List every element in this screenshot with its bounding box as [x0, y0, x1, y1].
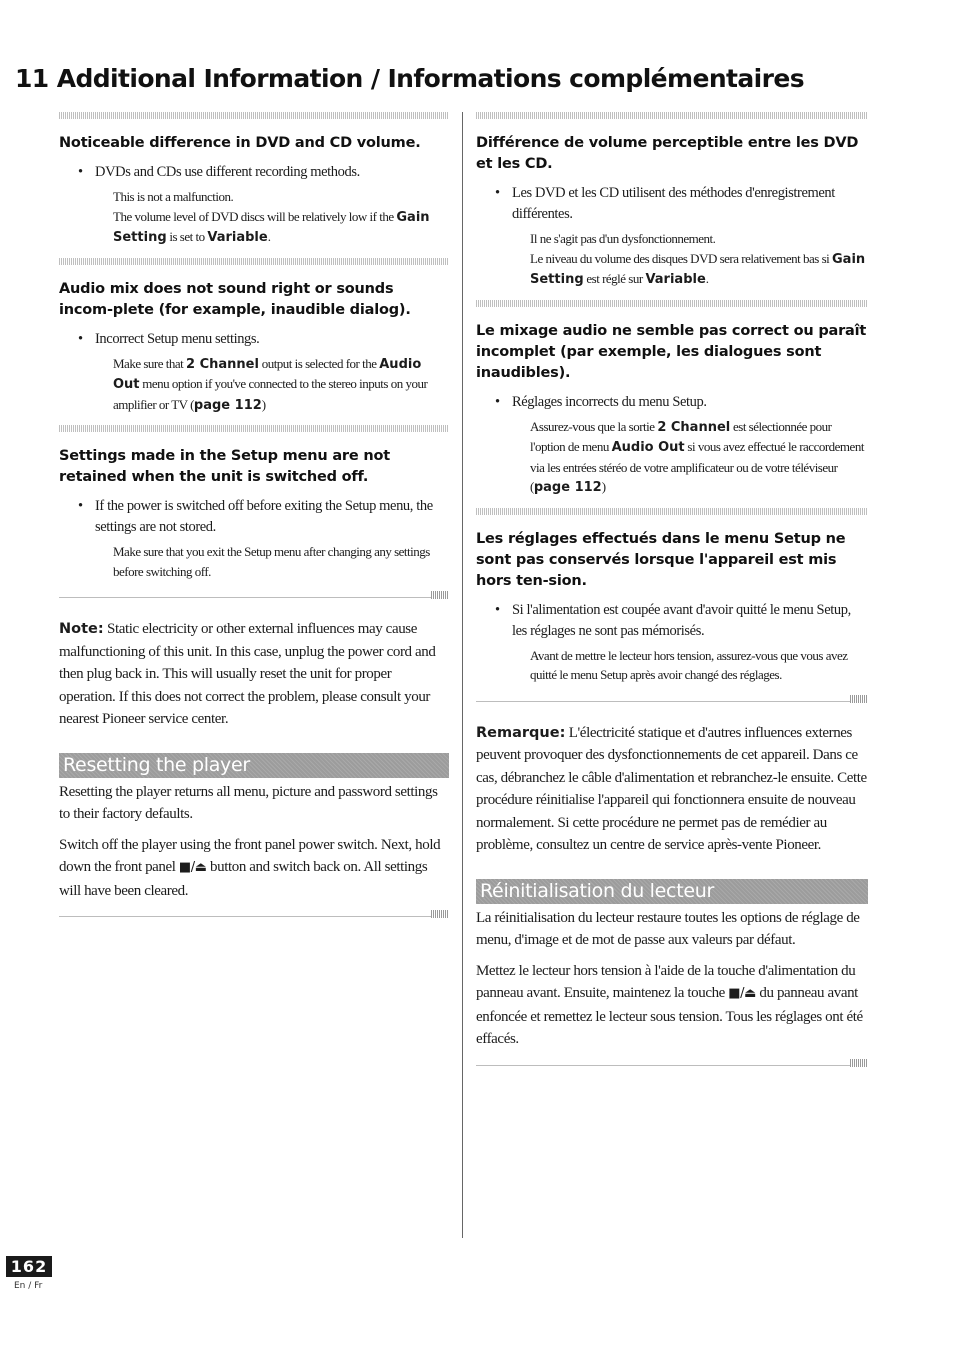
section-end-rule: [59, 591, 449, 600]
page-number: 162: [6, 1256, 52, 1277]
remedy-text: This is not a malfunction. The volume level of DVD discs will be relatively low if the Gain Setting is set to Variable.: [113, 189, 430, 245]
column-divider: [462, 112, 463, 1238]
note-paragraph: Note: Static electricity or other external influences may cause malfunctioning of this unit. In this case, unplug the power cord and then plug back in. This will usually reset the unit for proper operation. If this does not correct the problem, please consult your nearest Pioneer service center.: [59, 621, 436, 727]
remedy-text: Make sure that 2 Channel output is selected for the Audio Out menu option if you've connected to the stereo inputs on your amplifier or TV (page 112): [113, 355, 428, 413]
troubleshoot-item-volume: [59, 133, 449, 248]
troubleshoot-item-audio-mix: [59, 279, 449, 416]
section-heading: Le mixage audio ne semble pas correct ou paraît incomplet (par exemple, les dialogues sont inaudibles).: [476, 322, 867, 381]
section-heading: Différence de volume perceptible entre les DVD et les CD.: [476, 135, 859, 172]
troubleshoot-item-audio-mix: [476, 321, 868, 498]
page-title: 11 Additional Information / Informations complémentaires: [15, 64, 804, 93]
section-divider: [476, 300, 868, 307]
symptom-bullet: • Les DVD et les CD utilisent des méthodes d'enregistrement différentes.: [476, 183, 868, 225]
reset-instructions: Switch off the player using the front panel power switch. Next, hold down the front panel ■/⏏ button and switch back on. All settings will have been cleared.: [59, 836, 441, 899]
reset-instructions: Mettez le lecteur hors tension à l'aide de la touche d'alimentation du panneau avant. Ensuite, maintenez la touche ■/⏏ du panneau avant enfoncée et remettez le lecteur sous tension. Tous les réglages ont été effacés.: [476, 962, 863, 1047]
remedy-text: Assurez-vous que la sortie 2 Channel est sélectionnée pour l'option de menu Audio Out si vous avez effectué le raccordement via les entrées stéréo de votre amplificateur ou de votre téléviseur (page 112): [530, 418, 864, 495]
language-indicator: En / Fr: [14, 1281, 43, 1291]
section-end-rule: [476, 1059, 868, 1068]
symptom-bullet: • Incorrect Setup menu settings.: [59, 329, 449, 350]
remedy-text: Il ne s'agit pas d'un dysfonctionnement. Le niveau du volume des disques DVD sera relativement bas si Gain Setting est réglé sur Variable.: [530, 231, 866, 287]
reset-intro: Resetting the player returns all menu, picture and password settings to their factory defaults.: [59, 783, 438, 822]
symptom-bullet: • DVDs and CDs use different recording methods.: [59, 162, 449, 183]
troubleshoot-item-settings: [476, 529, 868, 685]
section-heading: Noticeable difference in DVD and CD volume.: [59, 135, 421, 151]
remedy-text: Avant de mettre le lecteur hors tension, assurez-vous que vous avez quitté le menu Setup après avoir changé des réglages.: [530, 647, 848, 682]
section-divider: [476, 112, 868, 119]
note-label: Note:: [59, 621, 104, 637]
symptom-bullet: • Si l'alimentation est coupée avant d'avoir quitté le menu Setup, les réglages ne sont pas mémorisés.: [476, 600, 868, 642]
troubleshoot-item-volume: [476, 133, 868, 290]
english-column: [59, 112, 449, 937]
section-end-rule: [59, 910, 449, 919]
reset-intro: La réinitialisation du lecteur restaure toutes les options de réglage de menu, d'image et de mot de passe aux valeurs par défaut.: [476, 909, 860, 948]
stop-eject-icon: ■/⏏: [178, 860, 207, 875]
note-label: Remarque:: [476, 724, 566, 741]
section-banner: Resetting the player: [59, 753, 449, 778]
remedy-text: Make sure that you exit the Setup menu after changing any settings before switching off.: [113, 544, 430, 579]
symptom-bullet: • Réglages incorrects du menu Setup.: [476, 392, 868, 413]
section-heading: Settings made in the Setup menu are not retained when the unit is switched off.: [59, 448, 390, 485]
section-heading: Les réglages effectués dans le menu Setup ne sont pas conservés lorsque l'appareil est mis hors ten-sion.: [476, 530, 846, 589]
french-column: [476, 112, 868, 1086]
troubleshoot-item-settings: [59, 446, 449, 581]
section-divider: [59, 425, 449, 432]
symptom-bullet: • If the power is switched off before exiting the Setup menu, the settings are not stored.: [59, 496, 449, 538]
section-divider: [59, 112, 449, 119]
section-divider: [59, 258, 449, 265]
section-heading: Audio mix does not sound right or sounds incom-plete (for example, inaudible dialog).: [59, 280, 411, 318]
section-banner: Réinitialisation du lecteur: [476, 879, 868, 904]
section-end-rule: [476, 695, 868, 704]
section-divider: [476, 508, 868, 515]
stop-eject-icon: ■/⏏: [728, 986, 757, 1001]
note-paragraph: Remarque: L'électricité statique et d'autres influences externes peuvent provoquer des dysfonctionnements de cet appareil. Dans ce cas, débranchez le câble d'alimentation et rebranchez-le ensuite. Cette procédure réinitialise l'appareil qui fonctionnera ensuite de nouveau normalement. Si cette procédure ne permet pas de remédier au problème, consultez un centre de service après-vente Pioneer.: [476, 724, 867, 853]
